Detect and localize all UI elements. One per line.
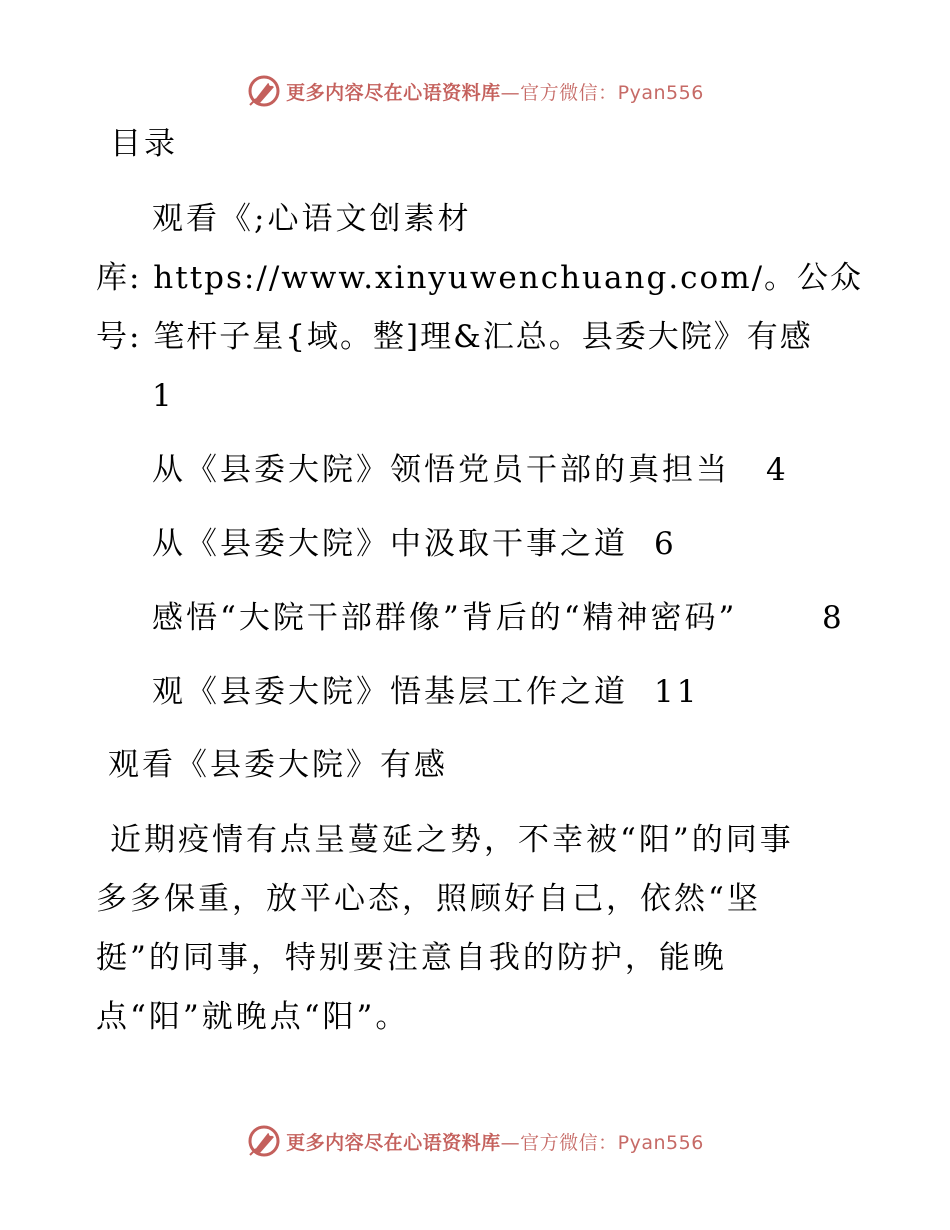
toc-entry-3-page: 6: [654, 526, 677, 562]
header-watermark-banner: [0, 71, 950, 111]
banner-tail-text: —官方微信：Pyan556: [500, 81, 704, 104]
banner-main-text: 更多内容尽在心语资料库: [286, 81, 501, 104]
pen-logo-icon: [246, 73, 282, 109]
toc-entry-5-title: 观《县委大院》悟基层工作之道: [152, 674, 628, 710]
toc-entry-2-page: 4: [766, 452, 789, 488]
toc-entry-4-title: 感悟“大院干部群像”背后的“精神密码”: [152, 600, 738, 636]
toc-heading: 目录: [110, 126, 178, 162]
banner-main-text: 更多内容尽在心语资料库: [286, 1131, 501, 1154]
toc-entry-1-line-2: 库: https://www.xinyuwenchuang.com/。公众: [96, 260, 864, 296]
toc-entry-1-line-3: 号: 笔杆子星{域。整]理&汇总。县委大院》有感: [96, 319, 813, 355]
toc-entry-1-page: 1: [152, 378, 175, 414]
toc-entry-5-page: 11: [654, 674, 700, 710]
article-title: 观看《县委大院》有感: [108, 747, 448, 783]
article-line-3: 挺”的同事，特别要注意自我的防护，能晚: [96, 940, 727, 976]
toc-entry-2-title: 从《县委大院》领悟党员干部的真担当: [152, 452, 730, 488]
pen-logo-icon: [246, 1123, 282, 1159]
banner-tail-text: —官方微信：Pyan556: [500, 1131, 704, 1154]
article-line-1: 近期疫情有点呈蔓延之势，不幸被“阳”的同事: [110, 822, 794, 858]
footer-watermark-banner: [0, 1121, 950, 1161]
toc-entry-1-line-1: 观看《;心语文创素材: [152, 201, 472, 237]
toc-entry-4-page: 8: [822, 600, 845, 636]
article-line-4: 点“阳”就晚点“阳”。: [96, 999, 410, 1035]
toc-entry-3-title: 从《县委大院》中汲取干事之道: [152, 526, 628, 562]
article-line-2: 多多保重，放平心态，照顾好自己，依然“坚: [96, 881, 761, 917]
